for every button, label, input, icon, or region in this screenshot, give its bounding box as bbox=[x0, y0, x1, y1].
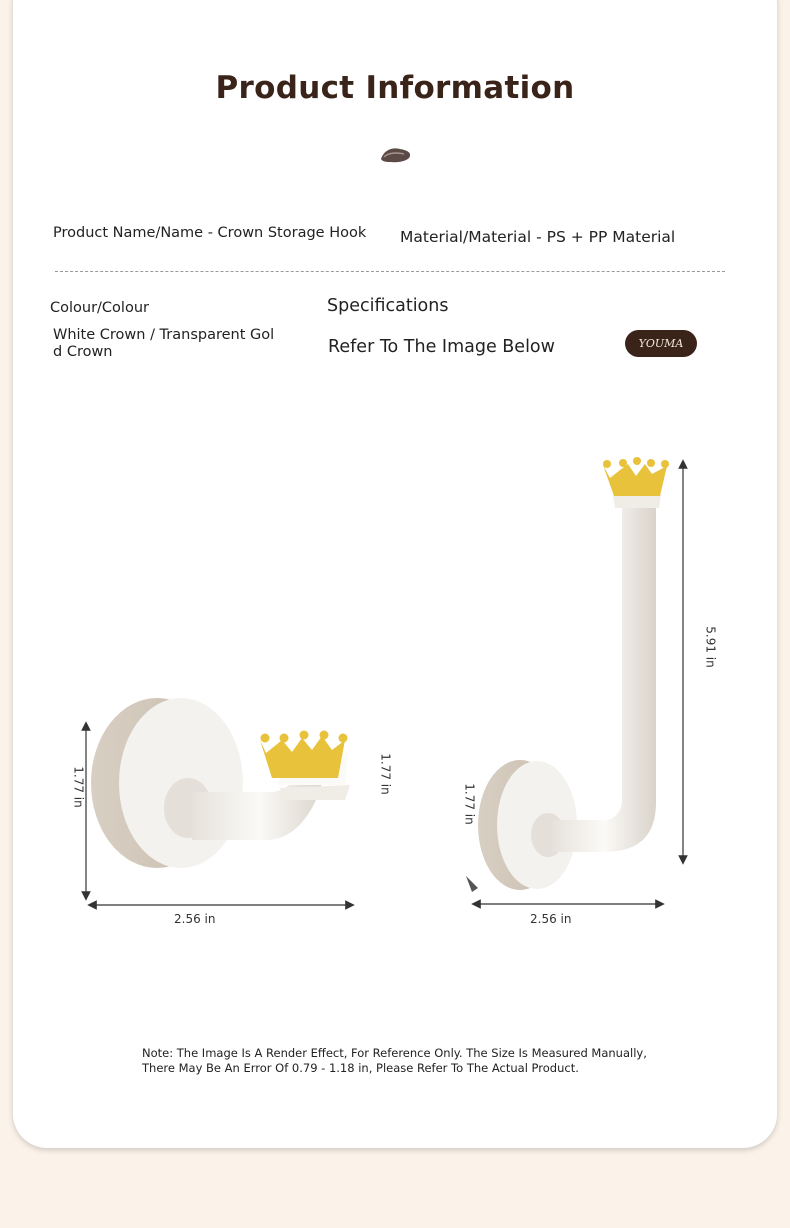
colour-label: Colour/Colour bbox=[50, 300, 149, 316]
brand-badge: YOUMA bbox=[625, 330, 697, 357]
product-dimension-illustration bbox=[0, 440, 790, 950]
page-title: Product Information bbox=[215, 70, 575, 106]
long-hook-width-label: 2.56 in bbox=[530, 912, 572, 926]
short-hook-width-label: 2.56 in bbox=[174, 912, 216, 926]
material-text: Material/Material - PS + PP Material bbox=[400, 228, 676, 246]
long-hook-base-height-label: 1.77 in bbox=[462, 783, 477, 825]
footer-note: Note: The Image Is A Render Effect, For Reference Only. The Size Is Measured Manually, There May Be An Error Of 0.79 - 1.18 in, Please Refer To The Actual Product. bbox=[142, 1046, 647, 1075]
spec-value: Refer To The Image Below bbox=[328, 337, 555, 357]
long-hook-drawing bbox=[466, 457, 669, 892]
divider bbox=[55, 271, 725, 272]
short-hook-drawing bbox=[91, 698, 350, 868]
long-hook-height-label: 5.91 in bbox=[703, 626, 718, 668]
product-name-text: Product Name/Name - Crown Storage Hook bbox=[53, 225, 367, 241]
colour-value: White Crown / Transparent Gold Crown bbox=[53, 327, 275, 360]
short-hook-crown-height-label: 1.77 in bbox=[378, 753, 393, 795]
short-hook-height-label: 1.77 in bbox=[71, 766, 86, 808]
brush-stroke-icon bbox=[378, 142, 414, 166]
spec-label: Specifications bbox=[327, 296, 449, 316]
